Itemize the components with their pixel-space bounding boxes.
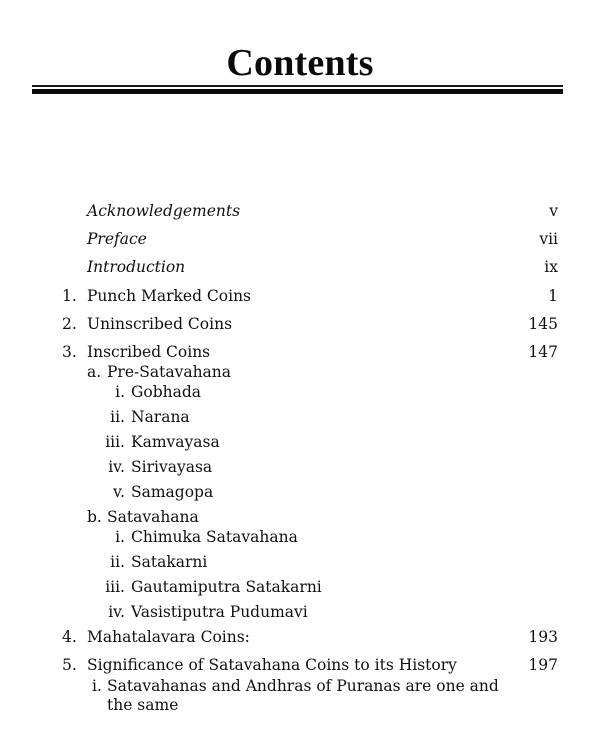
chapter-title: Mahatalavara Coins: xyxy=(87,628,250,646)
section-title: Satavahana xyxy=(107,508,199,526)
section-letter: a. xyxy=(87,363,102,381)
toc-chapter-3[interactable] xyxy=(0,342,600,362)
chapter-page: 147 xyxy=(528,343,558,361)
item-title: Vasistiputra Pudumavi xyxy=(131,603,308,621)
toc-entry-preface[interactable] xyxy=(0,229,600,249)
chapter-number: 5. xyxy=(62,656,77,674)
toc-entry-acknowledgements[interactable] xyxy=(0,201,600,221)
chapter-title: Inscribed Coins xyxy=(87,343,211,361)
toc-item[interactable] xyxy=(0,457,600,477)
toc-entry-page: ix xyxy=(544,258,558,276)
item-numeral: i. xyxy=(115,383,125,401)
toc-item[interactable] xyxy=(0,577,600,597)
toc-item[interactable] xyxy=(0,382,600,402)
chapter-number: 1. xyxy=(62,287,77,305)
toc-item[interactable] xyxy=(0,552,600,572)
toc-chapter-5[interactable] xyxy=(0,655,600,675)
toc-item[interactable] xyxy=(0,432,600,452)
chapter-title: Uninscribed Coins xyxy=(87,315,233,333)
toc-item[interactable] xyxy=(0,527,600,547)
chapter-number: 3. xyxy=(62,343,77,361)
title-rule-thin xyxy=(32,85,563,87)
item-title: Kamvayasa xyxy=(131,433,220,451)
item-numeral: v. xyxy=(113,483,125,501)
toc-item[interactable] xyxy=(0,602,600,622)
subitem-title-line2: the same xyxy=(107,696,179,714)
subitem-title-line1: Satavahanas and Andhras of Puranas are one and xyxy=(107,677,499,695)
toc-chapter-2[interactable] xyxy=(0,314,600,334)
item-title: Satakarni xyxy=(131,553,208,571)
item-title: Chimuka Satavahana xyxy=(131,528,298,546)
chapter-title: Significance of Satavahana Coins to its History xyxy=(87,656,457,674)
toc-entry-page: v xyxy=(549,202,558,220)
toc-entry-label: Preface xyxy=(87,230,147,248)
toc-entry-label: Acknowledgements xyxy=(87,202,241,220)
section-letter: b. xyxy=(87,508,102,526)
toc-entry-label: Introduction xyxy=(87,258,186,276)
toc-item[interactable] xyxy=(0,482,600,502)
toc-section-3b[interactable] xyxy=(0,507,600,527)
chapter-page: 1 xyxy=(548,287,558,305)
page-title: Contents xyxy=(226,42,374,84)
toc-entry-page: vii xyxy=(539,230,558,248)
item-numeral: ii. xyxy=(110,408,125,426)
item-numeral: iii. xyxy=(105,578,125,596)
chapter-page: 145 xyxy=(528,315,558,333)
chapter-number: 4. xyxy=(62,628,77,646)
chapter-page: 193 xyxy=(528,628,558,646)
toc-subitem-continuation xyxy=(0,695,600,715)
chapter-number: 2. xyxy=(62,315,77,333)
subitem-numeral: i. xyxy=(92,677,102,695)
toc-item[interactable] xyxy=(0,407,600,427)
item-numeral: iv. xyxy=(108,458,125,476)
item-title: Gobhada xyxy=(131,383,202,401)
section-title: Pre-Satavahana xyxy=(107,363,232,381)
toc-section-3a[interactable] xyxy=(0,362,600,382)
toc-chapter-4[interactable] xyxy=(0,627,600,647)
toc-chapter-1[interactable] xyxy=(0,286,600,306)
item-numeral: ii. xyxy=(110,553,125,571)
toc-subitem[interactable] xyxy=(0,676,600,696)
item-numeral: iii. xyxy=(105,433,125,451)
item-numeral: iv. xyxy=(108,603,125,621)
chapter-title: Punch Marked Coins xyxy=(87,287,252,305)
item-title: Gautamiputra Satakarni xyxy=(131,578,322,596)
item-title: Sirivayasa xyxy=(131,458,213,476)
item-title: Samagopa xyxy=(131,483,214,501)
item-title: Narana xyxy=(131,408,190,426)
item-numeral: i. xyxy=(115,528,125,546)
chapter-page: 197 xyxy=(528,656,558,674)
title-rule-thick xyxy=(32,89,563,94)
toc-entry-introduction[interactable] xyxy=(0,257,600,277)
